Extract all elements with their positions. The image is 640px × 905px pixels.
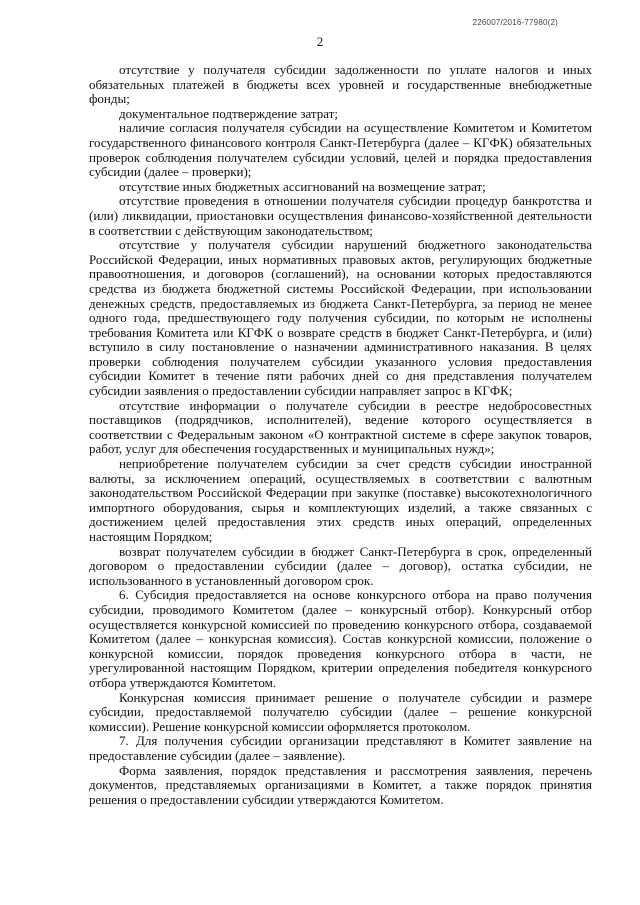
paragraph-no-foreign-currency: неприобретение получателем субсидии за счет средств субсидии иностранной валюты, за исключением операций, осуществляемых в соответствии с валютным законодательством Российской Федерации при закупке (поставке) высокотехнологичного импортного оборудования, сырья и комплектующих изделий, а также связанных с достижением целей предоставления этих средств иных операций, определенных настоящим Порядком; (89, 456, 592, 544)
document-body (89, 63, 592, 807)
paragraph-commission-decision: Конкурсная комиссия принимает решение о получателе субсидии и размере субсидии, предоставляемой получателю субсидии (далее – решение конкурсной комиссии). Решение конкурсной комиссии оформляется протоколом. (89, 689, 592, 734)
paragraph-no-bankruptcy: отсутствие проведения в отношении получателя субсидии процедур банкротства и (или) ликвидации, приостановки осуществления финансово-хозяйственной деятельности в соответствии с действующим законодательством; (89, 193, 592, 238)
paragraph-cost-confirmation: документальное подтверждение затрат; (119, 105, 338, 121)
paragraph-no-budget-violations: отсутствие у получателя субсидии нарушений бюджетного законодательства Российской Федерации, иных нормативных правовых актов, регулирующих бюджетные правоотношения, и договоров (соглашений), на основании которых предоставляются средства из бюджета бюджетной системы Российской Федерации, при использовании денежных средств, предоставляемых из бюджета Санкт-Петербурга, за период не менее одного года, предшествующего году получения субсидии, по которым не исполнены требования Комитета или КГФК о возврате средств в бюджет Санкт-Петербурга, и (или) вступило в силу постановление о назначении административного наказания. В целях проверки соблюдения получателем субсидии указанного условия предоставления субсидии Комитет в течение пяти рабочих дней со дня представления получателем субсидии заявления о предоставлении субсидии направляет запрос в КГФК; (89, 237, 592, 399)
paragraph-application-form: Форма заявления, порядок представления и рассмотрения заявления, перечень документов, представляемых организациями в Комитет, а также порядок принятия решения о предоставлении субсидии утверждаются Комитетом. (89, 762, 592, 807)
paragraph-inspection-consent: наличие согласия получателя субсидии на осуществление Комитетом и Комитетом государственного финансового контроля Санкт-Петербурга (далее – КГФК) обязательных проверок соблюдения получателем субсидии условий, целей и порядка предоставления субсидии (далее – проверки); (89, 120, 592, 180)
paragraph-section-6-competitive-selection: 6. Субсидия предоставляется на основе конкурсного отбора на право получения субсидии, проводимого Комитетом (далее – конкурсный отбор). Конкурсный отбор осуществляется конкурсной комиссией по проведению конкурсного отбора, создаваемой Комитетом (далее – конкурсная комиссия). Состав конкурсной комиссии, положение о конкурсной комиссии, порядок проведения конкурсного отбора в части, не урегулированной настоящим Порядком, критерии определения победителя конкурсного отбора утверждаются Комитетом. (89, 587, 592, 690)
paragraph-no-unfair-supplier-record: отсутствие информации о получателе субсидии в реестре недобросовестных поставщиков (подрядчиков, исполнителей), ведение которого осуществляется в соответствии с Федеральным законом «О контрактной системе в сфере закупок товаров, работ, услуг для обеспечения государственных и муниципальных нужд»; (89, 397, 592, 457)
paragraph-return-of-balance: возврат получателем субсидии в бюджет Санкт-Петербурга в срок, определенный договором о предоставлении субсидии (далее – договор), остатка субсидии, не использованного в установленный договором срок. (89, 543, 592, 588)
document-registration-number: 226007/2016-77980(2) (472, 18, 558, 27)
paragraph-no-tax-debt: отсутствие у получателя субсидии задолженности по уплате налогов и иных обязательных платежей в бюджеты всех уровней и государственные внебюджетные фонды; (89, 62, 592, 107)
page-number: 2 (316, 34, 324, 49)
paragraph-no-other-allocations: отсутствие иных бюджетных ассигнований на возмещение затрат; (119, 178, 486, 194)
paragraph-section-7-application: 7. Для получения субсидии организации представляют в Комитет заявление на предоставление субсидии (далее – заявление). (89, 733, 592, 763)
